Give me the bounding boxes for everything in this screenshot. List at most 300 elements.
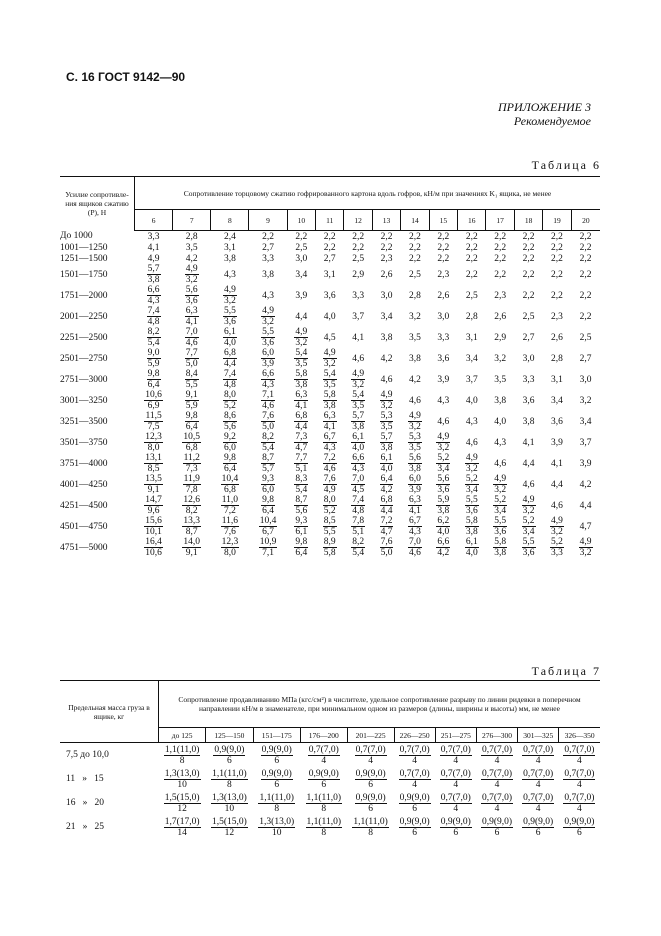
table-cell: 3,9 xyxy=(437,374,450,385)
table6-k-header: 6 xyxy=(135,210,173,231)
fraction-numerator: 10,9 xyxy=(259,537,277,547)
table-cell xyxy=(135,348,173,369)
fraction-numerator: 7,0 xyxy=(409,537,421,547)
fraction-value xyxy=(399,769,431,790)
fraction-denominator: 3,2 xyxy=(522,506,535,516)
table-cell: 3,5 xyxy=(409,332,421,343)
table-row xyxy=(60,791,600,815)
fraction-numerator: 12,3 xyxy=(145,432,162,442)
fraction-value xyxy=(164,793,201,814)
fraction-value xyxy=(408,474,422,495)
fraction-denominator: 3,2 xyxy=(262,317,274,327)
fraction-numerator: 0,7(7,0) xyxy=(564,744,595,755)
fraction-numerator: 6,3 xyxy=(409,495,421,505)
fraction-denominator: 6,4 xyxy=(147,380,160,390)
fraction-numerator: 5,4 xyxy=(352,390,365,400)
table6-k-header: 18 xyxy=(514,210,542,231)
fraction-numerator: 5,2 xyxy=(522,516,535,526)
fraction-value xyxy=(323,537,337,558)
table-cell: 3,4 xyxy=(295,269,308,280)
table-cell xyxy=(211,495,249,516)
fraction-denominator: 3,6 xyxy=(465,506,478,516)
table-cell: 4,2 xyxy=(409,374,421,385)
fraction-denominator: 9,6 xyxy=(147,506,160,516)
table6-caption: Таблица 6 xyxy=(531,158,601,172)
table-cell: 4,6 xyxy=(380,374,393,385)
table-cell xyxy=(135,453,173,474)
fraction-value xyxy=(147,285,161,306)
fraction-numerator: 4,9 xyxy=(352,369,365,379)
fraction-numerator: 9,8 xyxy=(262,495,274,505)
table-cell: 2,9 xyxy=(352,269,365,280)
table-cell xyxy=(135,516,173,537)
table-cell xyxy=(429,474,457,495)
fraction-numerator: 10,6 xyxy=(145,390,162,400)
fraction-denominator: 6,7 xyxy=(262,527,274,537)
table-cell: 3,8 xyxy=(522,416,535,427)
table-cell xyxy=(486,537,514,558)
fraction-denominator: 8 xyxy=(179,755,185,766)
fraction-numerator: 1,1(11,0) xyxy=(306,792,341,803)
fraction-denominator: 8,2 xyxy=(185,506,198,516)
table-cell xyxy=(300,815,347,839)
fraction-value xyxy=(399,793,431,814)
fraction-denominator: 6 xyxy=(368,803,373,814)
table7-range-header: 201—225 xyxy=(347,728,394,743)
fraction-numerator: 7,8 xyxy=(352,516,365,526)
fraction-denominator: 4 xyxy=(577,803,582,814)
table-cell xyxy=(206,791,253,815)
table-cell xyxy=(559,767,600,791)
table-cell xyxy=(486,516,514,537)
table6-k-header: 9 xyxy=(249,210,287,231)
table-cell xyxy=(435,767,476,791)
fraction-denominator: 3,2 xyxy=(465,464,478,474)
table-row xyxy=(60,432,600,453)
fraction-denominator: 5,0 xyxy=(262,422,274,432)
fraction-value xyxy=(465,453,479,474)
fraction-numerator: 9,3 xyxy=(295,516,308,526)
fraction-denominator: 4 xyxy=(368,755,373,766)
fraction-denominator: 6 xyxy=(412,827,417,838)
table-cell: 2,7 xyxy=(522,332,535,343)
table-cell xyxy=(173,348,211,369)
fraction-value xyxy=(223,348,237,369)
fraction-numerator: 6,0 xyxy=(409,474,421,484)
fraction-value xyxy=(185,285,199,306)
table-cell xyxy=(559,791,600,815)
fraction-numerator: 10,4 xyxy=(221,474,239,484)
table-cell: 4,7 xyxy=(579,521,592,532)
table-cell: 3,2 xyxy=(409,311,421,322)
fraction-denominator: 5,5 xyxy=(323,527,336,537)
fraction-value xyxy=(380,432,394,453)
table-cell: 3,6 xyxy=(437,353,450,364)
table-cell: 4,0 xyxy=(494,416,507,427)
table-cell xyxy=(211,348,249,369)
table-cell xyxy=(211,453,249,474)
row-label: До 1000 xyxy=(60,231,93,242)
table-row xyxy=(60,369,600,390)
table-cell: 4,1 xyxy=(352,332,365,343)
table-cell: 2,6 xyxy=(494,311,507,322)
table-cell: 2,6 xyxy=(380,269,393,280)
fraction-numerator: 6,7 xyxy=(323,432,336,442)
fraction-value xyxy=(440,769,472,790)
fraction-denominator: 7,6 xyxy=(223,527,236,537)
table-cell xyxy=(372,390,400,411)
fraction-value xyxy=(147,369,161,390)
fraction-denominator: 3,6 xyxy=(262,338,274,348)
fraction-value xyxy=(211,793,248,814)
table-cell: 2,2 xyxy=(579,242,592,253)
table-cell: 3,8 xyxy=(262,269,274,280)
fraction-numerator: 5,6 xyxy=(437,474,450,484)
fraction-numerator: 4,9 xyxy=(185,264,198,274)
fraction-numerator: 5,5 xyxy=(465,495,478,505)
fraction-numerator: 1,3(13,0) xyxy=(212,792,247,803)
table-cell: 2,2 xyxy=(409,253,421,264)
table-cell: 3,2 xyxy=(579,395,592,406)
table-cell xyxy=(476,791,517,815)
table-cell xyxy=(300,767,347,791)
table-cell xyxy=(287,474,315,495)
table-cell xyxy=(458,474,486,495)
fraction-denominator: 5,1 xyxy=(295,464,308,474)
fraction-value xyxy=(211,817,248,838)
table-cell: 3,6 xyxy=(551,416,563,427)
fraction-numerator: 5,3 xyxy=(380,411,393,421)
table-cell xyxy=(173,411,211,432)
table-cell: 2,2 xyxy=(380,242,393,253)
table-cell: 4,9 xyxy=(147,253,160,264)
fraction-numerator: 0,9(9,0) xyxy=(355,792,386,803)
fraction-value xyxy=(183,453,201,474)
table7-left-header: Предельная масса груза в ящике, кг xyxy=(60,681,159,743)
fraction-numerator: 1,3(13,0) xyxy=(259,816,295,827)
fraction-numerator: 4,9 xyxy=(223,285,236,295)
fraction-value xyxy=(481,745,513,766)
fraction-numerator: 8,2 xyxy=(147,327,160,337)
fraction-numerator: 11,9 xyxy=(183,474,200,484)
table-cell: 4,2 xyxy=(185,253,198,264)
table-cell xyxy=(316,516,344,537)
table-cell xyxy=(394,743,435,768)
fraction-value xyxy=(185,369,199,390)
fraction-numerator: 5,8 xyxy=(323,390,336,400)
fraction-numerator: 8,2 xyxy=(262,432,274,442)
fraction-value xyxy=(351,474,365,495)
fraction-value xyxy=(380,474,394,495)
table-cell: 2,2 xyxy=(437,253,450,264)
table-cell: 2,2 xyxy=(551,253,563,264)
fraction-numerator: 9,8 xyxy=(223,453,236,463)
table-cell: 3,7 xyxy=(465,374,478,385)
fraction-denominator: 6 xyxy=(368,779,373,790)
fraction-numerator: 6,1 xyxy=(465,537,478,547)
fraction-denominator: 3,2 xyxy=(223,296,236,306)
row-label: 1251—1500 xyxy=(60,253,108,264)
fraction-numerator: 0,7(7,0) xyxy=(481,744,513,755)
fraction-value xyxy=(147,264,161,285)
row-label: 7,5 до 10,0 xyxy=(66,750,109,760)
fraction-denominator: 4,6 xyxy=(262,401,274,411)
table-cell xyxy=(316,432,344,453)
table-cell: 3,4 xyxy=(380,311,393,322)
table-row xyxy=(60,390,600,411)
table-cell: 2,2 xyxy=(323,242,336,253)
fraction-value xyxy=(351,432,365,453)
table-cell xyxy=(429,432,457,453)
fraction-denominator: 3,6 xyxy=(223,317,236,327)
fraction-denominator: 4,2 xyxy=(380,485,393,495)
row-label: 11 » 15 xyxy=(66,774,104,784)
fraction-value xyxy=(436,495,450,516)
table-cell xyxy=(249,348,287,369)
fraction-value xyxy=(183,474,201,495)
row-label: 2501—2750 xyxy=(60,353,108,364)
fraction-denominator: 6 xyxy=(274,755,280,766)
fraction-value xyxy=(493,474,507,495)
table-cell xyxy=(287,537,315,558)
table-cell: 2,2 xyxy=(465,269,478,280)
fraction-denominator: 4,0 xyxy=(437,527,450,537)
table-cell: 2,3 xyxy=(494,290,507,301)
table6-k-header: 7 xyxy=(173,210,211,231)
fraction-denominator: 8,0 xyxy=(147,443,160,453)
table-cell: 2,7 xyxy=(323,253,336,264)
fraction-denominator: 6 xyxy=(412,803,417,814)
fraction-value xyxy=(147,306,161,327)
fraction-denominator: 8,0 xyxy=(223,548,236,558)
table-cell xyxy=(372,411,400,432)
fraction-numerator: 8,4 xyxy=(185,369,198,379)
fraction-denominator: 5,6 xyxy=(223,422,236,432)
fraction-value xyxy=(465,537,479,558)
fraction-value xyxy=(481,817,513,838)
fraction-value xyxy=(182,516,201,537)
fraction-denominator: 3,6 xyxy=(185,296,198,306)
fraction-value xyxy=(259,516,278,537)
fraction-numerator: 14,0 xyxy=(183,537,201,547)
fraction-numerator: 0,7(7,0) xyxy=(481,792,513,803)
fraction-denominator: 4,3 xyxy=(352,464,365,474)
fraction-numerator: 0,7(7,0) xyxy=(481,768,513,779)
fraction-denominator: 9,1 xyxy=(185,548,198,558)
table-cell: 2,2 xyxy=(522,290,535,301)
table-cell: 2,2 xyxy=(380,231,393,242)
fraction-denominator: 3,2 xyxy=(494,485,507,495)
fraction-numerator: 0,7(7,0) xyxy=(523,744,554,755)
table-cell xyxy=(559,815,600,839)
appendix-subtitle: Рекомендуемое xyxy=(513,114,591,128)
fraction-denominator: 5,4 xyxy=(352,548,365,558)
table-cell: 2,2 xyxy=(295,231,308,242)
fraction-numerator: 4,9 xyxy=(323,348,336,358)
fraction-numerator: 4,9 xyxy=(551,516,563,526)
fraction-denominator: 7,2 xyxy=(223,506,236,516)
fraction-value xyxy=(261,453,275,474)
table-cell: 2,3 xyxy=(437,269,450,280)
fraction-numerator: 0,9(9,0) xyxy=(355,768,386,779)
fraction-value xyxy=(380,411,394,432)
fraction-value xyxy=(261,474,275,495)
fraction-numerator: 13,1 xyxy=(145,453,162,463)
table-cell xyxy=(211,285,249,306)
fraction-denominator: 3,6 xyxy=(522,548,535,558)
table7-range-header: 326—350 xyxy=(559,728,600,743)
fraction-denominator: 3,2 xyxy=(352,380,365,390)
fraction-value xyxy=(147,348,161,369)
fraction-value xyxy=(436,474,450,495)
table6-k-header: 13 xyxy=(372,210,400,231)
table-cell: 4,6 xyxy=(551,500,563,511)
table-cell: 3,8 xyxy=(494,395,507,406)
fraction-numerator: 7,4 xyxy=(352,495,365,505)
table-cell xyxy=(135,432,173,453)
fraction-value xyxy=(351,411,365,432)
fraction-value xyxy=(223,369,237,390)
table7-range-header: 226—250 xyxy=(394,728,435,743)
fraction-numerator: 6,6 xyxy=(352,453,365,463)
fraction-value xyxy=(261,495,275,516)
table-cell xyxy=(518,767,559,791)
fraction-numerator: 7,6 xyxy=(262,411,274,421)
fraction-value xyxy=(223,285,237,306)
fraction-numerator: 6,4 xyxy=(380,474,393,484)
fraction-value xyxy=(308,769,340,790)
fraction-value xyxy=(465,516,479,537)
table-cell xyxy=(211,411,249,432)
fraction-value xyxy=(294,432,308,453)
fraction-denominator: 3,5 xyxy=(323,380,336,390)
table-cell: 3,3 xyxy=(437,332,450,343)
table-cell xyxy=(316,348,344,369)
fraction-value xyxy=(440,793,472,814)
fraction-denominator: 4,0 xyxy=(465,548,478,558)
table-cell: 3,0 xyxy=(522,353,535,364)
table-cell xyxy=(249,516,287,537)
table-cell xyxy=(135,264,173,285)
fraction-value xyxy=(481,769,513,790)
fraction-denominator: 3,6 xyxy=(494,527,507,537)
table-cell xyxy=(159,767,206,791)
table-cell xyxy=(401,495,429,516)
fraction-denominator: 4,7 xyxy=(295,443,308,453)
fraction-value xyxy=(323,432,337,453)
table-cell: 2,2 xyxy=(551,290,563,301)
fraction-value xyxy=(563,793,595,814)
fraction-value xyxy=(408,453,422,474)
fraction-numerator: 5,2 xyxy=(465,474,478,484)
table-cell xyxy=(211,306,249,327)
fraction-value xyxy=(352,817,388,838)
table-cell xyxy=(344,411,372,432)
table-cell xyxy=(249,474,287,495)
fraction-numerator: 6,3 xyxy=(323,411,336,421)
fraction-denominator: 4 xyxy=(494,803,500,814)
fraction-numerator: 7,6 xyxy=(380,537,393,547)
table-cell: 4,6 xyxy=(437,416,450,427)
table-cell xyxy=(287,390,315,411)
table-cell xyxy=(571,537,600,558)
table-cell xyxy=(372,537,400,558)
table7-caption: Таблица 7 xyxy=(531,664,601,678)
table-cell xyxy=(249,495,287,516)
fraction-denominator: 5,2 xyxy=(223,401,236,411)
fraction-value xyxy=(399,745,431,766)
fraction-denominator: 7,5 xyxy=(147,422,160,432)
row-label: 16 » 20 xyxy=(66,798,104,808)
fraction-value xyxy=(182,495,201,516)
table-cell: 2,2 xyxy=(522,253,535,264)
table-cell xyxy=(173,432,211,453)
table6-k-header: 11 xyxy=(316,210,344,231)
fraction-value xyxy=(351,537,365,558)
table-cell xyxy=(249,390,287,411)
row-label: 4751—5000 xyxy=(60,542,108,553)
fraction-numerator: 6,3 xyxy=(295,390,308,400)
table-cell xyxy=(159,815,206,839)
fraction-value xyxy=(221,495,239,516)
row-label: 4501—4750 xyxy=(60,521,108,532)
table-cell: 3,8 xyxy=(409,353,421,364)
fraction-value xyxy=(355,769,387,790)
fraction-denominator: 4 xyxy=(535,755,541,766)
fraction-denominator: 3,8 xyxy=(409,464,421,474)
fraction-denominator: 4,4 xyxy=(295,422,308,432)
table-cell: 4,6 xyxy=(352,353,365,364)
fraction-denominator: 3,4 xyxy=(465,485,478,495)
fraction-value xyxy=(294,474,308,495)
table-cell: 4,6 xyxy=(409,395,421,406)
table-cell: 2,8 xyxy=(185,231,198,242)
row-label: 3251—3500 xyxy=(60,416,108,427)
fraction-numerator: 7,1 xyxy=(262,390,274,400)
fraction-numerator: 8,9 xyxy=(323,537,336,547)
row-label: 1751—2000 xyxy=(60,290,108,301)
fraction-numerator: 6,1 xyxy=(380,453,393,463)
fraction-value xyxy=(223,390,237,411)
table6-k-header: 19 xyxy=(543,210,571,231)
fraction-denominator: 8,5 xyxy=(147,464,160,474)
fraction-numerator: 0,9(9,0) xyxy=(214,744,245,755)
fraction-denominator: 8 xyxy=(227,779,232,790)
fraction-numerator: 12,3 xyxy=(221,537,239,547)
table-cell xyxy=(135,306,173,327)
fraction-value xyxy=(522,817,554,838)
fraction-numerator: 13,5 xyxy=(145,474,162,484)
table-cell xyxy=(518,815,559,839)
table-cell xyxy=(372,432,400,453)
table-cell: 3,0 xyxy=(295,253,308,264)
table-6 xyxy=(60,176,600,558)
fraction-denominator: 8 xyxy=(274,803,280,814)
fraction-numerator: 11,5 xyxy=(145,411,162,421)
fraction-value xyxy=(221,474,240,495)
table-cell xyxy=(347,791,394,815)
fraction-numerator: 11,0 xyxy=(221,495,239,505)
table-cell: 2,7 xyxy=(579,353,592,364)
fraction-value xyxy=(436,453,450,474)
table-cell xyxy=(344,390,372,411)
table-cell: 2,5 xyxy=(465,290,478,301)
table-cell xyxy=(344,453,372,474)
fraction-value xyxy=(258,793,294,814)
table-cell xyxy=(344,495,372,516)
table-cell: 2,2 xyxy=(323,231,336,242)
table-cell: 3,9 xyxy=(579,458,592,469)
